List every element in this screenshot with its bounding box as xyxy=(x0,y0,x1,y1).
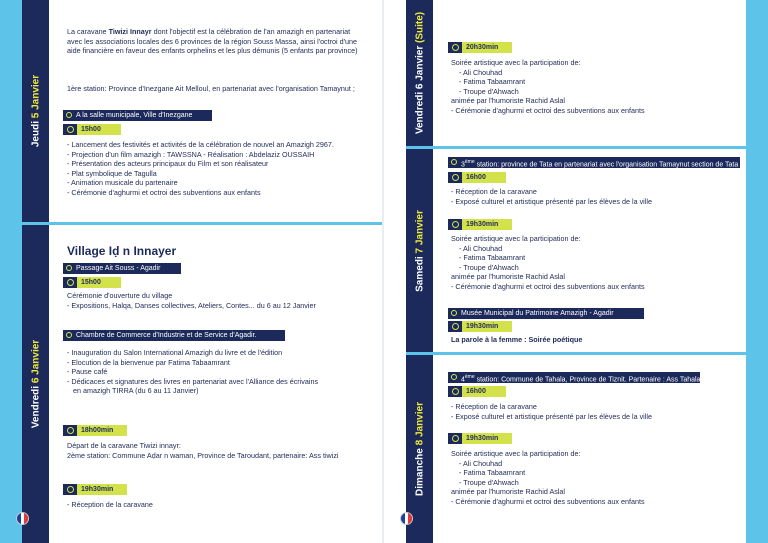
salon-items: - Inauguration du Salon International Amazigh du livre et de l'édition - Elocution de la bienvenue par Fatima Tabaamrant - Pause café - Dédicaces et signatures des livres en partenariat avec l'Alliance des écrivains en amazigh TIRRA (du 6 au 11 Janvier) xyxy=(67,348,319,396)
clock-icon xyxy=(452,323,459,330)
day-bar-vendredi-suite xyxy=(406,0,433,146)
station-4-tahala: 4ème station: Commune de Tahala, Province de Tiznit. Partenaire : Ass Tahala xyxy=(448,372,700,383)
venue-passage-ait-souss: Passage Ait Souss - Agadir xyxy=(63,263,181,274)
jeudi-station: 1ère station: Province d'Inezgane Ait Melloul, en partenariat avec l'organisation Tamaynut ; xyxy=(67,84,355,93)
clock-icon xyxy=(67,427,74,434)
time-badge-18h00: 18h00min xyxy=(63,425,127,436)
time-badge-jeudi: 15h00 xyxy=(63,124,121,135)
village-ceremony: Cérémonie d'ouverture du village - Expositions, Halqa, Danses collectives, Ateliers, Contes... du 6 au 12 Janvier xyxy=(67,291,316,310)
clock-icon xyxy=(67,486,74,493)
samedi-items: - Réception de la caravane - Exposé culturel et artistique présenté par les élèves de la ville xyxy=(451,187,652,206)
clock-icon xyxy=(452,221,459,228)
day-separator xyxy=(406,352,746,355)
dimanche-items: - Réception de la caravane - Exposé culturel et artistique présenté par les élèves de la ville xyxy=(451,402,652,421)
clock-icon xyxy=(67,279,74,286)
parole-femme: La parole à la femme : Soirée poétique xyxy=(451,335,583,344)
clock-icon xyxy=(67,126,74,133)
time-badge-15h00: 15h00 xyxy=(63,277,121,288)
vendredi-soiree: Soirée artistique avec la participation de: - Ali Chouhad - Fatima Tabaamrant - Troupe d'Ahwach animée par l'humoriste Rachid Aslal - Cérémonie d'aghurmi et octroi des subventions aux enfants xyxy=(451,58,645,115)
time-badge-samedi-16h00: 16h00 xyxy=(448,172,506,183)
venue-chambre-commerce: Chambre de Commerce d'Industrie et de Service d'Agadir. xyxy=(63,330,285,341)
venue-salle-municipale: A la salle municipale, Ville d'Inezgane xyxy=(63,110,212,121)
dimanche-soiree: Soirée artistique avec la participation de: - Ali Chouhad - Fatima Tabaamrant - Troupe d'Ahwach animée par l'humoriste Rachid Aslal - Cérémonie d'aghurmi et octroi des subventions aux enfants xyxy=(451,449,645,506)
location-pin-icon xyxy=(451,159,457,165)
day-label-samedi: Samedi 7 Janvier xyxy=(414,209,425,292)
day-label-jeudi: Jeudi 5 Janvier xyxy=(30,74,41,148)
day-separator xyxy=(406,146,746,149)
location-pin-icon xyxy=(66,112,72,118)
location-pin-icon xyxy=(66,265,72,271)
clock-icon xyxy=(452,388,459,395)
location-pin-icon xyxy=(66,332,72,338)
time-badge-samedi-19h30: 19h30min xyxy=(448,219,512,230)
french-flag-icon xyxy=(16,512,29,525)
time-badge-dimanche-19h30: 19h30min xyxy=(448,433,512,444)
time-badge-dimanche-16h00: 16h00 xyxy=(448,386,506,397)
left-page-edge-stripe xyxy=(0,0,22,543)
right-page-edge-stripe xyxy=(746,0,768,543)
day-bar-jeudi xyxy=(22,0,49,222)
day-label-vendredi: Vendredi 6 Janvier xyxy=(30,339,41,429)
day-label-vendredi-suite: Vendredi 6 Janvier (Suite) xyxy=(414,11,425,135)
depart-caravane: Départ de la caravane Tiwizi innayr: 2ème station: Commune Aḍar n waman, Province de Taroudant, partenaire: Ass tiwizi xyxy=(67,441,339,460)
day-label-dimanche: Dimanche 8 Janvier xyxy=(414,402,425,496)
samedi-soiree: Soirée artistique avec la participation de: - Ali Chouhad - Fatima Tabaamrant - Troupe d'Ahwach animée par l'humoriste Rachid Aslal - Cérémonie d'aghurmi et octroi des subventions aux enfants xyxy=(451,234,645,291)
clock-icon xyxy=(452,435,459,442)
right-page xyxy=(384,0,768,543)
time-badge-samedi-musee: 19h30min xyxy=(448,321,512,332)
clock-icon xyxy=(452,44,459,51)
jeudi-items: - Lancement des festivités et activités de la célébration de nouvel an Amazigh 2967. - Projection d'un film amazigh : TAWSSNA - Réalisation : Abdelaziz OUSSAIH - Présentation des acteurs principaux du Film et son réalisateur - Plat symbolique de Tagulla - Animation musicale du partenaire - Cérémonie d'aghurmi et octroi des subventions aux enfants xyxy=(67,140,334,197)
location-pin-icon xyxy=(451,310,457,316)
day-separator xyxy=(22,222,382,225)
village-title: Village Iḍ n Innayer xyxy=(67,244,177,258)
clock-icon xyxy=(452,174,459,181)
day-bar-samedi xyxy=(406,149,433,352)
location-pin-icon xyxy=(451,374,457,380)
time-badge-19h30: 19h30min xyxy=(63,484,127,495)
reception-item: - Réception de la caravane xyxy=(67,500,153,509)
station-3-tata: 3ème station: province de Tata en partenariat avec l'organisation Tamaynut section de Tata xyxy=(448,157,740,168)
day-bar-vendredi xyxy=(22,225,49,543)
venue-musee-municipal: Musée Municipal du Patrimoine Amazigh - Agadir xyxy=(448,308,644,319)
jeudi-intro: La caravane Tiwizi Innayr dont l'objectif est la célébration de l'an amazigh en partenariat avec les associations locales des 6 provinces de la région Souss Massa, ainsi l'octroi d'une aide financière en faveur des enfants orphelins et les plus démunis (5 enfants par province) xyxy=(67,27,358,56)
time-badge-20h30: 20h30min xyxy=(448,42,512,53)
french-flag-icon xyxy=(400,512,413,525)
